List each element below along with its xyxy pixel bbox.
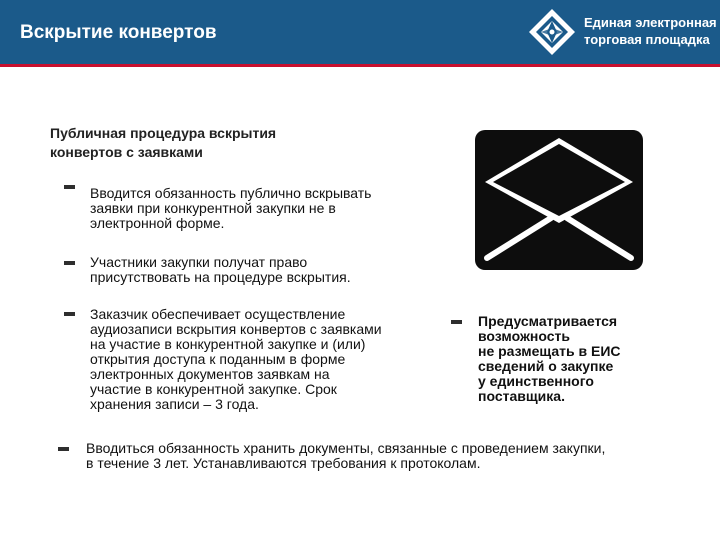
bullet-4-line-6: поставщика. bbox=[478, 388, 565, 404]
bullet-item-4 bbox=[478, 314, 621, 404]
bullet-3-line-6: участие в конкурентной закупке. Срок bbox=[90, 381, 337, 397]
bullet-marker bbox=[64, 312, 75, 316]
bullet-marker bbox=[451, 320, 462, 324]
bullet-4-line-4: сведений о закупке bbox=[478, 358, 614, 374]
bullet-4-line-1: Предусматривается bbox=[478, 313, 618, 329]
bullet-2-line-2: присутствовать на процедуре вскрытия. bbox=[90, 269, 351, 285]
bullet-1-line-1: Вводится обязанность публично вскрывать bbox=[90, 185, 372, 201]
logo-line-2: торговая площадка bbox=[584, 32, 710, 47]
header-accent-line bbox=[0, 64, 720, 67]
bullet-4-line-3: не размещать в ЕИС bbox=[478, 343, 621, 359]
bullet-marker bbox=[64, 185, 75, 189]
slide-title: Вскрытие конвертов bbox=[20, 22, 217, 43]
envelope-icon bbox=[475, 130, 643, 270]
bullet-1-line-3: электронной форме. bbox=[90, 215, 225, 231]
bullet-3-line-5: электронных документов заявкам на bbox=[90, 366, 330, 382]
bullet-3-line-4: открытия доступа к поданным в форме bbox=[90, 351, 346, 367]
header-bar bbox=[0, 0, 720, 64]
bullet-4-line-5: у единственного bbox=[478, 373, 594, 389]
logo-line-1: Единая электронная bbox=[584, 15, 717, 30]
bullet-item-5 bbox=[86, 441, 605, 471]
bullet-2-line-1: Участники закупки получат право bbox=[90, 254, 308, 270]
bullet-marker bbox=[64, 261, 75, 265]
bullet-5-line-1: Вводиться обязанность хранить документы, связанные с проведением закупки, bbox=[86, 440, 606, 456]
bullet-3-line-1: Заказчик обеспечивает осуществление bbox=[90, 306, 346, 322]
bullet-item-3 bbox=[90, 307, 382, 412]
bullet-item-1 bbox=[90, 186, 371, 231]
bullet-3-line-7: хранения записи – 3 года. bbox=[90, 396, 259, 412]
bullet-5-line-2: в течение 3 лет. Устанавливаются требования к протоколам. bbox=[86, 455, 481, 471]
section-subtitle bbox=[50, 124, 350, 162]
subtitle-line-1: Публичная процедура вскрытия bbox=[50, 125, 277, 141]
bullet-4-line-2: возможность bbox=[478, 328, 570, 344]
bullet-3-line-3: на участие в конкурентной закупке и (или) bbox=[90, 336, 366, 352]
bullet-3-line-2: аудиозаписи вскрытия конвертов с заявками bbox=[90, 321, 382, 337]
eetp-diamond-logo-icon bbox=[528, 8, 576, 56]
bullet-marker bbox=[58, 447, 69, 451]
logo-text bbox=[584, 14, 717, 48]
subtitle-line-2: конвертов с заявками bbox=[50, 144, 203, 160]
bullet-item-2 bbox=[90, 255, 351, 285]
bullet-1-line-2: заявки при конкурентной закупки не в bbox=[90, 200, 336, 216]
